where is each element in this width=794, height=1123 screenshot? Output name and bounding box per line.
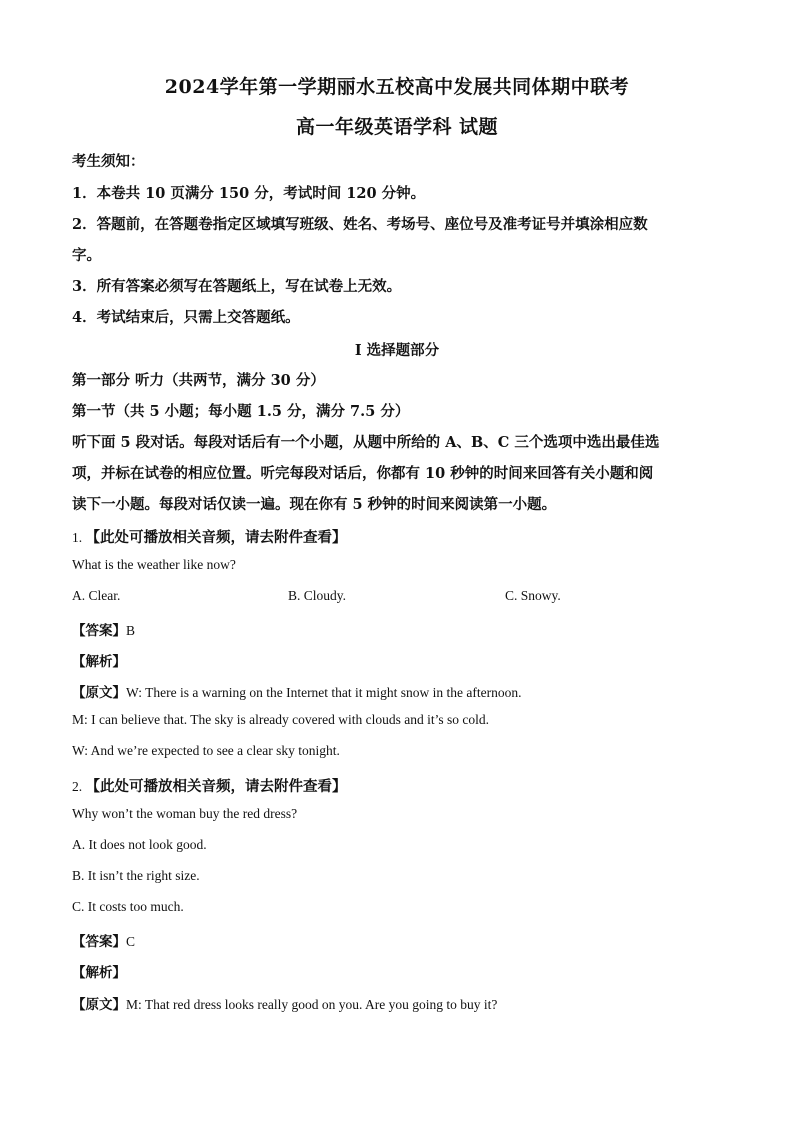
notice-heading: 考生须知：: [72, 153, 145, 170]
analysis-tag: 【解析】: [72, 965, 126, 981]
part-title: I 选择题部分: [354, 342, 440, 359]
question-2-number: 2.: [72, 779, 86, 794]
transcript-line: W: There is a warning on the Internet that it might snow in the afternoon.: [126, 685, 522, 700]
question-2-text: Why won’t the woman buy the red dress?: [72, 806, 298, 821]
question-1-audio-note: 【此处可播放相关音频，请去附件查看】: [85, 529, 347, 546]
question-2-audio-note: 【此处可播放相关音频，请去附件查看】: [85, 778, 347, 795]
answer-value: B: [126, 623, 136, 638]
transcript-tag: 【原文】: [72, 685, 126, 701]
question-1-text: What is the weather like now?: [72, 557, 236, 572]
question-1-analysis: [72, 650, 732, 670]
transcript-line: M: That red dress looks really good on you. Are you going to buy it?: [126, 997, 498, 1012]
question-2-option-c: C. It costs too much.: [72, 899, 184, 914]
question-1-transcript-3: W: And we’re expected to see a clear sky tonight.: [72, 743, 340, 758]
instruction-line-3: 读下一小题。每段对话仅读一遍。现在你有 5 秒钟的时间来阅读第一小题。: [72, 496, 557, 513]
question-2-option-a: A. It does not look good.: [72, 837, 207, 852]
notice-item-3: 3．所有答案必须写在答题纸上，写在试卷上无效。: [72, 278, 402, 295]
instruction-line-1: 听下面 5 段对话。每段对话后有一个小题，从题中所给的 A、B、C 三个选项中选出最佳选: [72, 434, 660, 451]
answer-value: C: [126, 934, 136, 949]
question-1-header: [72, 526, 732, 547]
section-1-heading: 第一节（共 5 小题；每小题 1.5 分，满分 7.5 分）: [72, 403, 410, 420]
instruction-line-2: 项，并标在试卷的相应位置。听完每段对话后，你都有 10 秒钟的时间来回答有关小题和阅: [72, 465, 654, 482]
question-1-number: 1.: [72, 530, 86, 545]
exam-subtitle: 高一年级英语学科 试题: [295, 116, 499, 138]
question-1-answer: [72, 619, 732, 639]
question-1-option-c: C. Snowy.: [505, 588, 561, 603]
notice-item-2-line-2: 字。: [72, 247, 101, 264]
question-2-answer: [72, 930, 732, 950]
notice-item-1: 1．本卷共 10 页满分 150 分，考试时间 120 分钟。: [72, 185, 426, 202]
question-2-option-b: B. It isn’t the right size.: [72, 868, 200, 883]
part-1-heading: 第一部分 听力（共两节，满分 30 分）: [72, 372, 325, 389]
question-2-transcript-1: [72, 993, 732, 1013]
question-2-analysis: [72, 961, 732, 981]
question-1-option-a: A. Clear.: [72, 588, 121, 603]
transcript-tag: 【原文】: [72, 997, 126, 1013]
answer-tag: 【答案】: [72, 623, 126, 639]
notice-item-2-line-1: 2．答题前，在答题卷指定区域填写班级、姓名、考场号、座位号及准考证号并填涂相应数: [72, 216, 648, 233]
exam-title: 2024学年第一学期丽水五校高中发展共同体期中联考: [164, 76, 630, 98]
question-1-transcript-2: M: I can believe that. The sky is already covered with clouds and it’s so cold.: [72, 712, 490, 727]
question-1-transcript-1: [72, 681, 732, 701]
question-2-header: [72, 775, 732, 796]
answer-tag: 【答案】: [72, 934, 126, 950]
notice-item-4: 4．考试结束后，只需上交答题纸。: [72, 309, 300, 326]
question-1-option-b: B. Cloudy.: [288, 588, 347, 603]
analysis-tag: 【解析】: [72, 654, 126, 670]
